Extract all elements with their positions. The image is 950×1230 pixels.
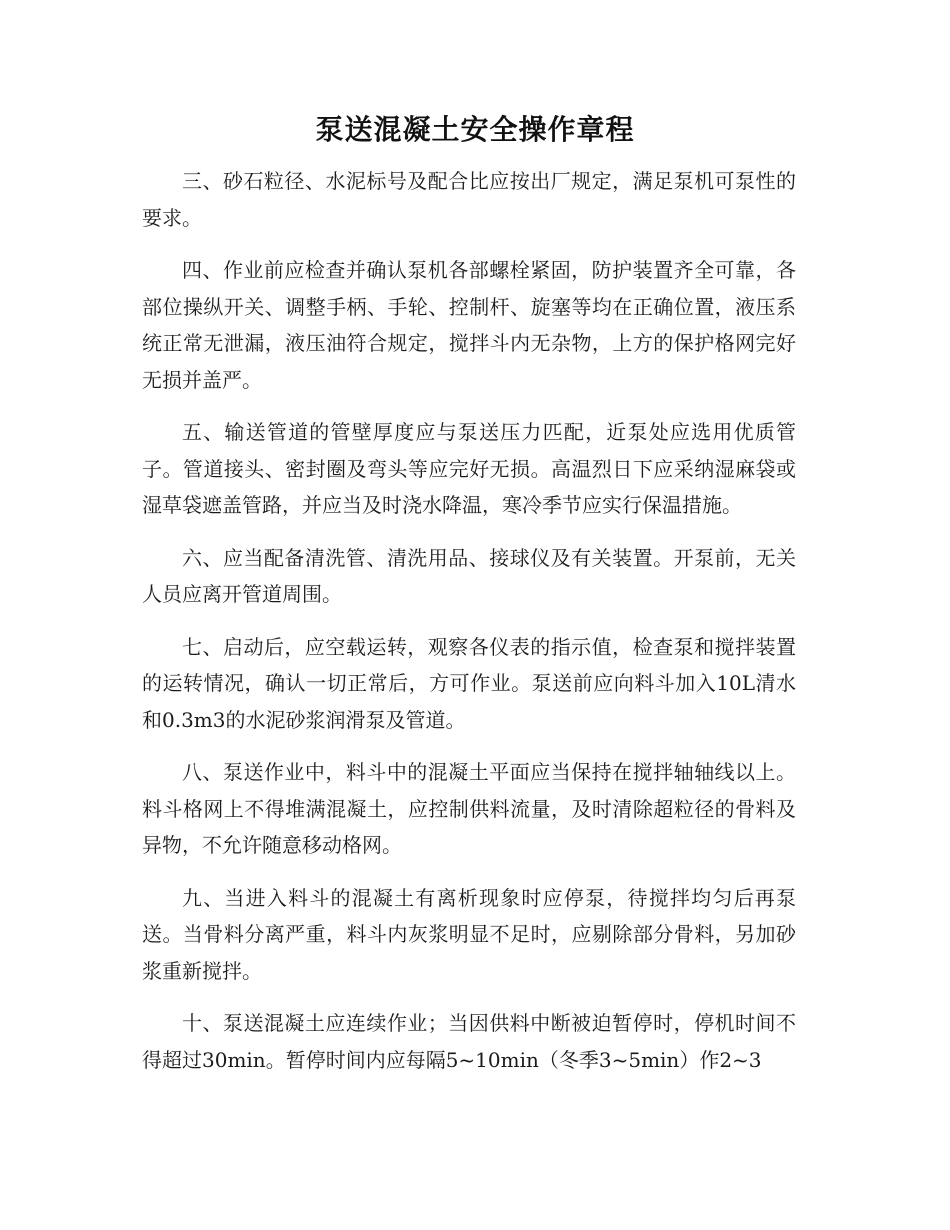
- document-title: 泵送混凝土安全操作章程: [315, 113, 635, 146]
- paragraph-7: 七、启动后，应空载运转，观察各仪表的指示值，检查泵和搅拌装置的运转情况，确认一切正常后，方可作业。泵送前应向料斗加入10L清水和0.3m3的水泥砂浆润滑泵及管道。: [142, 634, 796, 732]
- paragraph-5: 五、输送管道的管壁厚度应与泵送压力匹配，近泵处应选用优质管子。管道接头、密封圈及弯头等应完好无损。高温烈日下应采纳湿麻袋或湿草袋遮盖管路，并应当及时浇水降温，寒冷季节应实行保温措施。: [142, 420, 796, 517]
- paragraph-3: 三、砂石粒径、水泥标号及配合比应按出厂规定，满足泵机可泵性的要求。: [142, 169, 796, 230]
- paragraph-10: 十、泵送混凝土应连续作业；当因供料中断被迫暂停时，停机时间不得超过30min。暂停时间内应每隔5~10min（冬季3~5min）作2~3: [142, 1011, 796, 1072]
- document-body: [142, 163, 796, 1094]
- paragraph-8: 八、泵送作业中，料斗中的混凝土平面应当保持在搅拌轴轴线以上。料斗格网上不得堆满混凝土，应控制供料流量，及时清除超粒径的骨料及异物，不允许随意移动格网。: [142, 760, 796, 857]
- paragraph-9: 九、当进入料斗的混凝土有离析现象时应停泵，待搅拌均匀后再泵送。当骨料分离严重，料斗内灰浆明显不足时，应剔除部分骨料，另加砂浆重新搅拌。: [142, 885, 796, 983]
- paragraph-4: 四、作业前应检查并确认泵机各部螺栓紧固，防护装置齐全可靠，各部位操纵开关、调整手柄、手轮、控制杆、旋塞等均在正确位置，液压系统正常无泄漏，液压油符合规定，搅拌斗内无杂物，上方的保护格网完好无损并盖严。: [142, 258, 796, 392]
- paragraph-6: 六、应当配备清洗管、清洗用品、接球仪及有关装置。开泵前，无关人员应离开管道周围。: [142, 545, 796, 606]
